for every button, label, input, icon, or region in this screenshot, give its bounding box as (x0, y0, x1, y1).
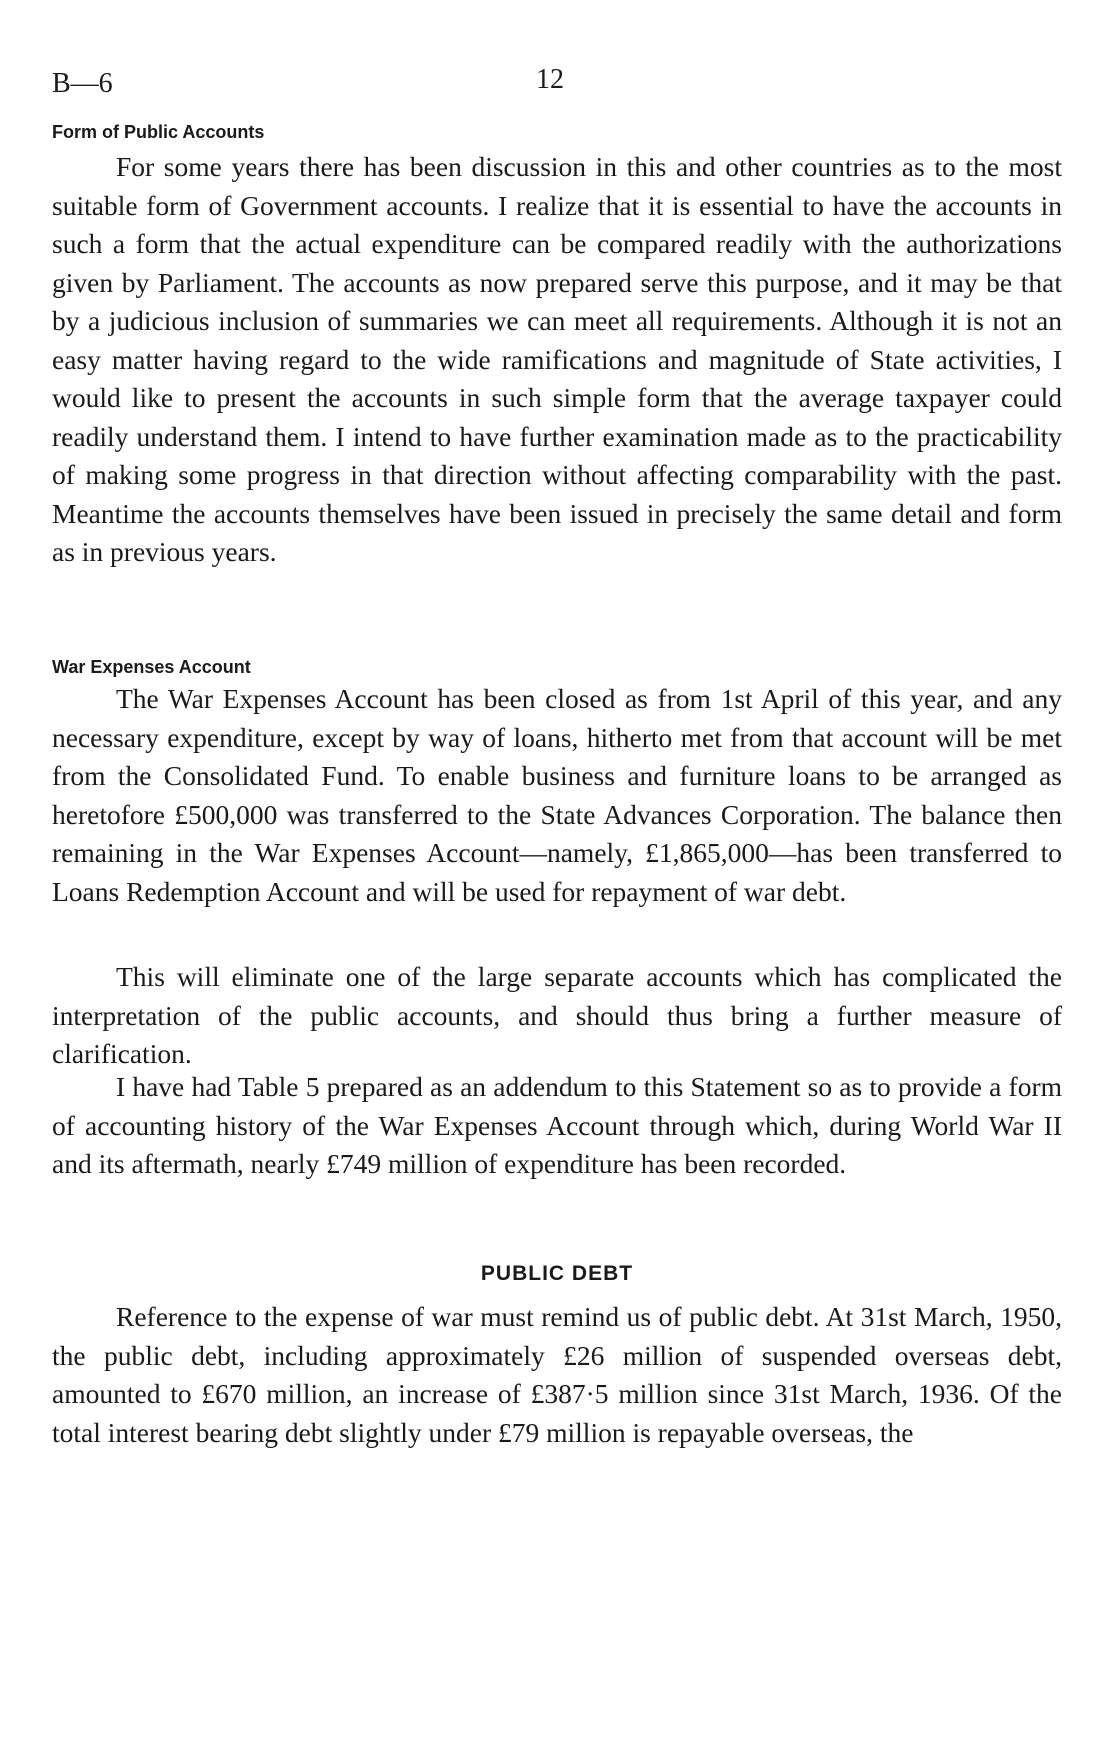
page-number: 12 (536, 64, 564, 95)
paragraph-war-expenses-table5: I have had Table 5 prepared as an addendum to this Statement so as to provide a form of accounting history of the War Expenses Account through which, during World War II and its aftermath, nearly £749 million of expenditure has been recorded. (52, 1071, 1062, 1179)
paragraph-war-expenses-closed: The War Expenses Account has been closed as from 1st April of this year, and any necessary expenditure, except by way of loans, hitherto met from that account will be met from the Consolidated Fund. To enable business and furniture loans to be arranged as heretofore £500,000 was transferred to the State Advances Corporation. The balance then remaining in the War Expenses Account—namely, £1,865,000—has been transferred to Loans Redemption Account and will be used for repayment of war debt. (52, 683, 1062, 907)
paragraph-war-expenses-clarification: This will eliminate one of the large separate accounts which has complicated the interpretation of the public accounts, and should thus bring a further measure of clarification. (52, 961, 1062, 1069)
paragraph-public-debt: Reference to the expense of war must remind us of public debt. At 31st March, 1950, the public debt, including approximately £26 million of suspended overseas debt, amounted to £670 million, an increase of £387·5 million since 31st March, 1936. Of the total interest bearing debt slightly under £79 million is repayable overseas, the (52, 1301, 1062, 1448)
paragraph-form-of-public-accounts: For some years there has been discussion in this and other countries as to the most suitable form of Government accounts. I realize that it is essential to have the accounts in such a form that the actual expenditure can be compared readily with the authorizations given by Parliament. The accounts as now prepared serve this purpose, and it may be that by a judicious inclusion of summaries we can meet all requirements. Although it is not an easy matter having regard to the wide ramifications and magnitude of State activities, I would like to present the accounts in such simple form that the average taxpayer could readily understand them. I intend to have further examination made as to the practicability of making some progress in that direction without affecting comparability with the past. Meantime the accounts themselves have been issued in precisely the same detail and form as in previous years. (52, 151, 1062, 567)
section-heading-form-of-public-accounts: Form of Public Accounts (52, 122, 265, 142)
section-heading-war-expenses-account: War Expenses Account (52, 657, 251, 677)
document-reference: B—6 (52, 68, 113, 99)
section-heading-public-debt: PUBLIC DEBT (480, 1262, 634, 1285)
